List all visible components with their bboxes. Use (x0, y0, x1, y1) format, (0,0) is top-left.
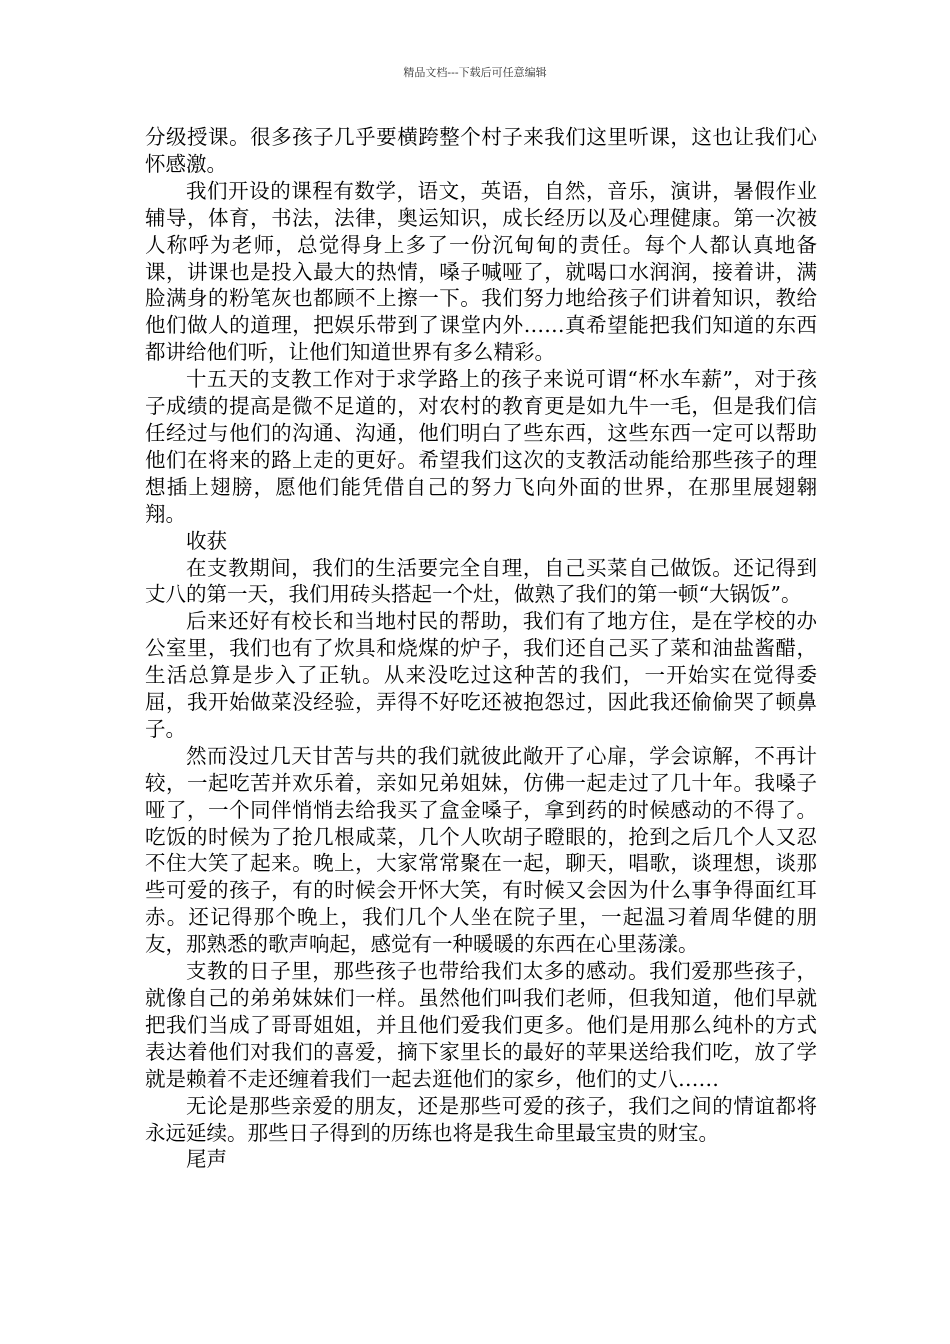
section-heading-harvest: 收获 (186, 528, 227, 553)
paragraph-3: 十五天的支教工作对于求学路上的孩子来说可谓“杯水车薪”，对于孩子成绩的提高是微不足道的，对农村的教育更是如九牛一毛，但是我们信任经过与他们的沟通、沟通，他们明白了些东西，这些东西一定可以帮助他们在将来的路上走的更好。希望我们这次的支教活动能给那些孩子的理想插上翅膀，愿他们能凭借自己的努力飞向外面的世界，在那里展翅翱翔。 (145, 367, 817, 526)
paragraph-1: 分级授课。很多孩子几乎要横跨整个村子来我们这里听课，这也让我们心怀感激。 (145, 125, 817, 176)
paragraph-6: 然而没过几天甘苦与共的我们就彼此敞开了心扉，学会谅解，不再计较，一起吃苦并欢乐着，亲如兄弟姐妹，仿佛一起走过了几十年。我嗓子哑了，一个同伴悄悄去给我买了盒金嗓子，拿到药的时候感动的不得了。吃饭的时候为了抢几根咸菜，几个人吹胡子瞪眼的，抢到之后几个人又忍不住大笑了起来。晚上，大家常常聚在一起，聊天，唱歌，谈理想，谈那些可爱的孩子，有的时候会开怀大笑，有时候又会因为什么事争得面红耳赤。还记得那个晚上，我们几个人坐在院子里，一起温习着周华健的朋友，那熟悉的歌声响起，感觉有一种暖暖的东西在心里荡漾。 (145, 743, 817, 957)
document-body (145, 124, 817, 1173)
paragraph-5: 后来还好有校长和当地村民的帮助，我们有了地方住，是在学校的办公室里，我们也有了炊具和烧煤的炉子，我们还自己买了菜和油盐酱醋，生活总算是步入了正轨。从来没吃过这种苦的我们，一开始实在觉得委屈，我开始做菜没经验，弄得不好吃还被抱怨过，因此我还偷偷哭了顿鼻子。 (145, 609, 817, 741)
section-heading-epilogue: 尾声 (186, 1147, 227, 1172)
paragraph-2: 我们开设的课程有数学，语文，英语，自然，音乐，演讲，暑假作业辅导，体育，书法，法律，奥运知识，成长经历以及心理健康。第一次被人称呼为老师，总觉得身上多了一份沉甸甸的责任。每个人都认真地备课，讲课也是投入最大的热情，嗓子喊哑了，就喝口水润润，接着讲，满脸满身的粉笔灰也都顾不上擦一下。我们努力地给孩子们讲着知识，教给他们做人的道理，把娱乐带到了课堂内外……真希望能把我们知道的东西都讲给他们听，让他们知道世界有多么精彩。 (145, 178, 817, 365)
paragraph-7: 支教的日子里，那些孩子也带给我们太多的感动。我们爱那些孩子，就像自己的弟弟妹妹们一样。虽然他们叫我们老师，但我知道，他们早就把我们当成了哥哥姐姐，并且他们爱我们更多。他们是用那么纯朴的方式表达着他们对我们的喜爱，摘下家里长的最好的苹果送给我们吃，放了学就是赖着不走还缠着我们一起去逛他们的家乡，他们的丈八…… (145, 959, 817, 1091)
page-header: 精品文档---下载后可任意编辑 (403, 66, 547, 79)
paragraph-4: 在支教期间，我们的生活要完全自理，自己买菜自己做饭。还记得到丈八的第一天，我们用砖头搭起一个灶，做熟了我们的第一顿“大锅饭”。 (145, 555, 817, 607)
paragraph-8: 无论是那些亲爱的朋友，还是那些可爱的孩子，我们之间的情谊都将永远延续。那些日子得到的历练也将是我生命里最宝贵的财宝。 (145, 1093, 817, 1145)
